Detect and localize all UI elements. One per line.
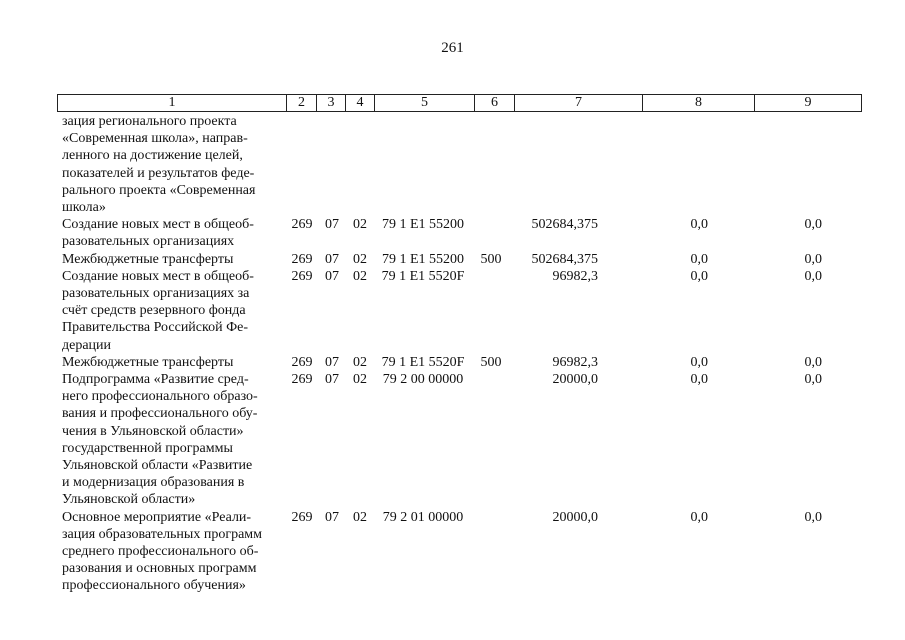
cell-amount-year-3 <box>708 113 822 216</box>
cell-administrator: 269 <box>291 251 313 267</box>
cell-section: 07 <box>325 509 339 525</box>
description-line: Создание новых мест в общеоб- <box>62 268 254 284</box>
cell-amount-year-3: 0,0 <box>804 372 822 388</box>
row-description <box>62 371 286 509</box>
cell-expense-type <box>472 371 510 509</box>
cell-target-article: 79 1 E1 5520F <box>381 354 465 370</box>
cell-target-article <box>374 113 472 216</box>
cell-amount-year-3: 0,0 <box>804 354 822 370</box>
cell-amount-year-1: 96982,3 <box>552 354 598 370</box>
table-row <box>62 216 822 250</box>
description-line: зация образовательных программ <box>62 526 262 542</box>
description-line: разовательных организациях за <box>62 286 250 302</box>
cell-expense-type <box>472 113 510 216</box>
description-line: Создание новых мест в общеоб- <box>62 217 254 233</box>
cell-administrator: 269 <box>291 354 313 370</box>
cell-amount-year-2 <box>598 113 708 216</box>
cell-amount-year-2: 0,0 <box>690 217 708 233</box>
cell-section: 07 <box>325 372 339 388</box>
cell-amount-year-2: 0,0 <box>690 268 708 284</box>
cell-amount-year-1: 20000,0 <box>552 509 598 525</box>
cell-subsection <box>346 113 374 216</box>
cell-amount-year-1 <box>510 113 598 216</box>
description-line: Межбюджетные трансферты <box>62 251 234 267</box>
cell-administrator: 269 <box>291 509 313 525</box>
cell-amount-year-1: 502684,375 <box>531 251 598 267</box>
description-line: ленного на достижение целей, <box>62 148 243 164</box>
row-description <box>62 251 286 268</box>
description-line: Подпрограмма «Развитие сред- <box>62 372 249 388</box>
description-line: счёт средств резервного фонда <box>62 303 246 319</box>
description-line: показателей и результатов феде- <box>62 165 255 181</box>
cell-amount-year-1: 20000,0 <box>552 372 598 388</box>
description-line: профессионального обучения» <box>62 578 246 594</box>
description-line: Ульяновской области «Развитие <box>62 458 253 474</box>
description-line: среднего профессионального об- <box>62 544 259 560</box>
description-line: рального проекта «Современная <box>62 182 256 198</box>
cell-section: 07 <box>325 217 339 233</box>
budget-table <box>62 113 822 595</box>
header-col-3: 3 <box>317 95 346 112</box>
row-description <box>62 216 286 250</box>
cell-administrator: 269 <box>291 372 313 388</box>
header-col-2: 2 <box>287 95 317 112</box>
row-description <box>62 354 286 371</box>
header-col-8: 8 <box>643 95 755 112</box>
description-line: разовательных организациях <box>62 234 235 250</box>
header-col-1: 1 <box>58 95 287 112</box>
cell-section: 07 <box>325 268 339 284</box>
table-row <box>62 371 822 509</box>
cell-amount-year-3: 0,0 <box>804 509 822 525</box>
cell-subsection: 02 <box>353 354 367 370</box>
description-line: вания и профессионального обу- <box>62 406 258 422</box>
cell-subsection: 02 <box>353 217 367 233</box>
header-col-6: 6 <box>475 95 515 112</box>
cell-amount-year-2: 0,0 <box>690 372 708 388</box>
cell-amount-year-3: 0,0 <box>804 251 822 267</box>
description-line: чения в Ульяновской области» <box>62 423 244 439</box>
description-line: зация регионального проекта <box>62 114 237 129</box>
description-line: «Современная школа», направ- <box>62 131 248 147</box>
description-line: Основное мероприятие «Реали- <box>62 509 252 525</box>
header-col-4: 4 <box>346 95 375 112</box>
description-line: Правительства Российской Фе- <box>62 320 249 336</box>
cell-amount-year-3: 0,0 <box>804 217 822 233</box>
cell-amount-year-3: 0,0 <box>804 268 822 284</box>
row-description <box>62 268 286 354</box>
cell-amount-year-2: 0,0 <box>690 354 708 370</box>
table-row <box>62 251 822 268</box>
cell-expense-type <box>472 268 510 354</box>
description-line: дерации <box>62 337 112 353</box>
cell-expense-type <box>472 216 510 250</box>
cell-target-article: 79 1 E1 55200 <box>381 217 465 233</box>
cell-section: 07 <box>325 354 339 370</box>
cell-expense-type: 500 <box>480 354 502 370</box>
cell-amount-year-2: 0,0 <box>690 251 708 267</box>
cell-administrator: 269 <box>291 217 313 233</box>
cell-administrator: 269 <box>291 268 313 284</box>
description-line: школа» <box>62 200 106 216</box>
cell-target-article: 79 2 01 00000 <box>382 509 464 525</box>
table-row <box>62 354 822 371</box>
cell-amount-year-1: 96982,3 <box>552 268 598 284</box>
cell-expense-type <box>472 509 510 595</box>
cell-subsection: 02 <box>353 509 367 525</box>
cell-section: 07 <box>325 251 339 267</box>
cell-expense-type: 500 <box>480 251 502 267</box>
page-number: 261 <box>441 40 464 56</box>
cell-amount-year-1: 502684,375 <box>531 217 598 233</box>
table-row <box>62 268 822 354</box>
description-line: него профессионального образо- <box>62 389 258 405</box>
cell-subsection: 02 <box>353 251 367 267</box>
description-line: Межбюджетные трансферты <box>62 354 234 370</box>
description-line: государственной программы <box>62 440 233 456</box>
header-col-9: 9 <box>755 95 862 112</box>
description-line: и модернизация образования в <box>62 475 245 491</box>
cell-amount-year-2: 0,0 <box>690 509 708 525</box>
row-description <box>62 113 286 216</box>
cell-target-article: 79 1 E1 55200 <box>381 251 465 267</box>
cell-subsection: 02 <box>353 268 367 284</box>
header-col-5: 5 <box>375 95 475 112</box>
row-description <box>62 509 286 595</box>
cell-target-article: 79 2 00 00000 <box>382 372 464 388</box>
description-line: разования и основных программ <box>62 561 257 577</box>
description-line: Ульяновской области» <box>62 492 196 508</box>
cell-target-article: 79 1 E1 5520F <box>381 268 465 284</box>
header-col-7: 7 <box>515 95 643 112</box>
table-row <box>62 509 822 595</box>
table-header <box>57 94 862 112</box>
cell-section <box>318 113 346 216</box>
table-row <box>62 113 822 216</box>
cell-subsection: 02 <box>353 372 367 388</box>
cell-administrator <box>286 113 318 216</box>
